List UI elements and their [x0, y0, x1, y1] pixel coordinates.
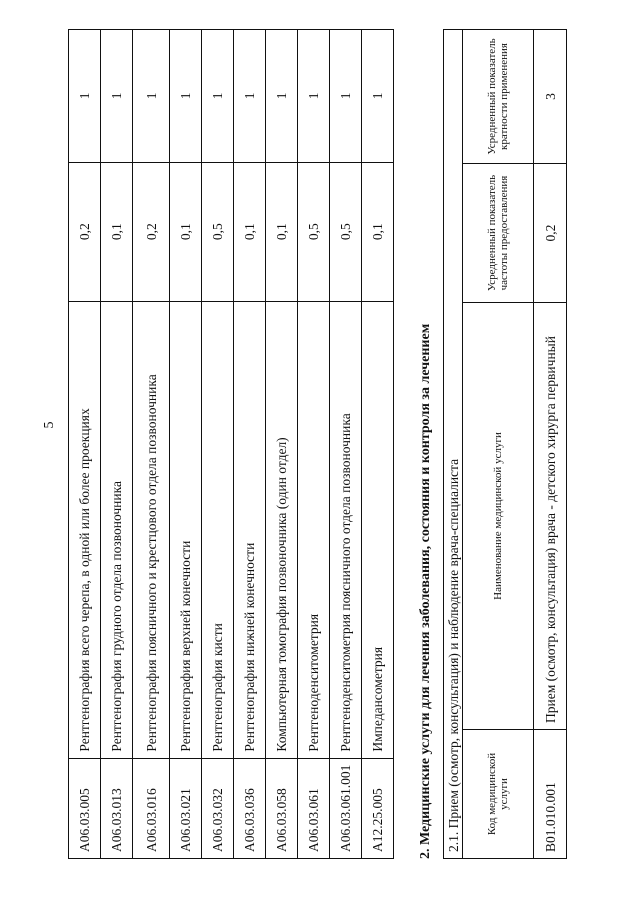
table-subheading-row	[444, 30, 463, 859]
service-name: Рентгенография поясничного и крестцового отдела позвоночника	[133, 301, 170, 758]
service-frequency: 0,1	[101, 162, 133, 301]
service-name: Рентгенография грудного отдела позвоночника	[101, 301, 133, 758]
table-row	[534, 30, 567, 859]
services-table-treatment	[443, 29, 567, 859]
column-header-code: Код медицинской услуги	[463, 730, 534, 859]
service-code: A06.03.005	[69, 758, 101, 858]
table-row	[170, 30, 202, 859]
service-multiplicity: 1	[170, 30, 202, 163]
table-row	[234, 30, 266, 859]
service-multiplicity: 1	[133, 30, 170, 163]
service-multiplicity: 1	[330, 30, 362, 163]
column-header-frequency: Усредненный показатель частоты предоставления	[463, 164, 534, 303]
service-name: Рентгеноденситометрия	[298, 301, 330, 758]
service-name: Прием (осмотр, консультация) врача - детского хирурга первичный	[534, 303, 567, 730]
page-number: 5	[42, 421, 57, 429]
table-row	[133, 30, 170, 859]
table-subheading: 2.1. Прием (осмотр, консультация) и наблюдение врача-специалиста	[444, 30, 463, 859]
table-row	[298, 30, 330, 859]
service-multiplicity: 1	[69, 30, 101, 163]
service-name: Компьютерная томография позвоночника (один отдел)	[266, 301, 298, 758]
service-code: A06.03.061	[298, 758, 330, 858]
service-code: A06.03.013	[101, 758, 133, 858]
table-row	[266, 30, 298, 859]
service-multiplicity: 3	[534, 30, 567, 164]
service-frequency: 0,1	[266, 162, 298, 301]
service-name: Рентгенография кисти	[202, 301, 234, 758]
service-code: A06.03.036	[234, 758, 266, 858]
service-multiplicity: 1	[266, 30, 298, 163]
service-multiplicity: 1	[202, 30, 234, 163]
service-frequency: 0,2	[534, 164, 567, 303]
service-code: A06.03.021	[170, 758, 202, 858]
service-code: A06.03.058	[266, 758, 298, 858]
section-heading: 2. Медицинские услуги для лечения заболевания, состояния и контроля за лечением	[418, 323, 433, 859]
service-frequency: 0,5	[202, 162, 234, 301]
service-code: A12.25.005	[362, 758, 394, 858]
service-multiplicity: 1	[362, 30, 394, 163]
service-code: A06.03.032	[202, 758, 234, 858]
table-row	[101, 30, 133, 859]
service-frequency: 0,1	[234, 162, 266, 301]
service-name: Импедансометрия	[362, 301, 394, 758]
service-frequency: 0,2	[69, 162, 101, 301]
service-multiplicity: 1	[298, 30, 330, 163]
table-row	[202, 30, 234, 859]
service-code: B01.010.001	[534, 730, 567, 859]
service-frequency: 0,1	[362, 162, 394, 301]
table-row	[362, 30, 394, 859]
services-table-diagnostics	[68, 29, 394, 859]
table-row	[69, 30, 101, 859]
service-frequency: 0,5	[298, 162, 330, 301]
service-name: Рентгенография верхней конечности	[170, 301, 202, 758]
column-header-multiplicity: Усредненный показатель кратности применения	[463, 30, 534, 164]
service-multiplicity: 1	[234, 30, 266, 163]
table-header-row	[463, 30, 534, 859]
service-name: Рентгенография нижней конечности	[234, 301, 266, 758]
service-multiplicity: 1	[101, 30, 133, 163]
service-name: Рентгенография всего черепа, в одной или более проекциях	[69, 301, 101, 758]
service-frequency: 0,5	[330, 162, 362, 301]
service-code: A06.03.061.001	[330, 758, 362, 858]
column-header-name: Наименование медицинской услуги	[463, 303, 534, 730]
service-code: A06.03.016	[133, 758, 170, 858]
service-name: Рентгеноденситометрия поясничного отдела позвоночника	[330, 301, 362, 758]
table-row	[330, 30, 362, 859]
service-frequency: 0,2	[133, 162, 170, 301]
service-frequency: 0,1	[170, 162, 202, 301]
